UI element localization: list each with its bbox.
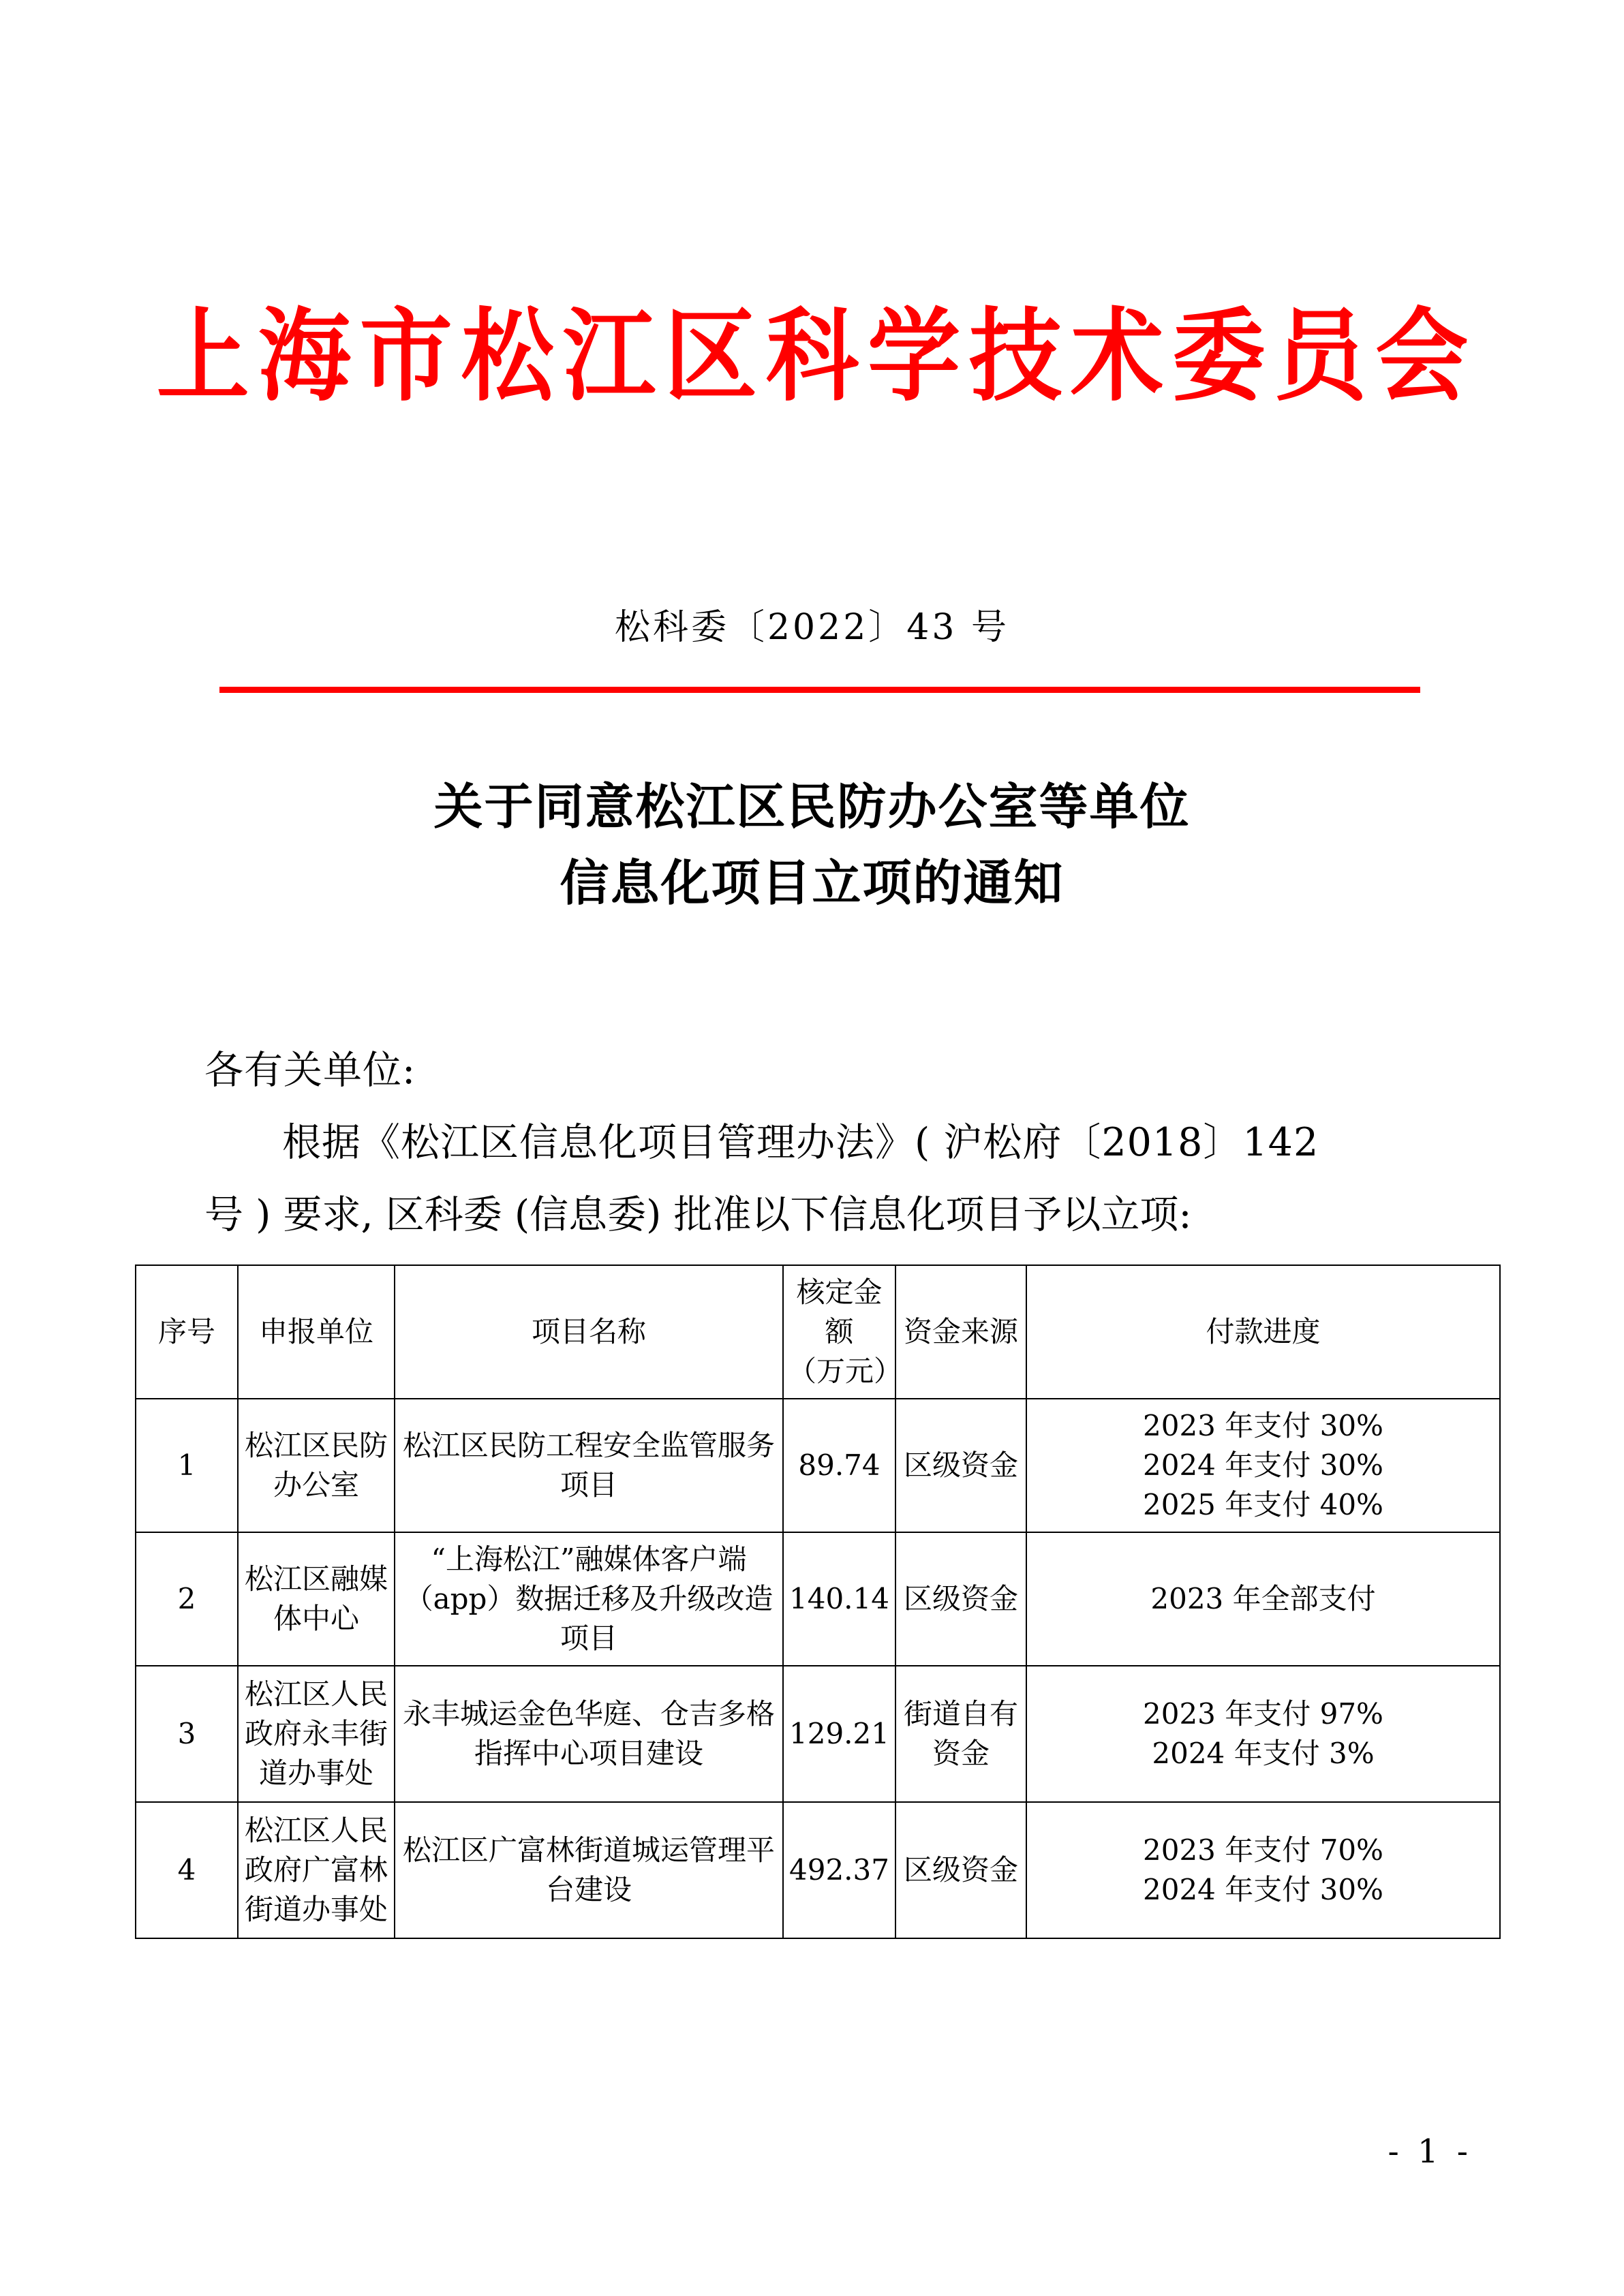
header-payment: 付款进度 — [1026, 1265, 1500, 1399]
cell-source: 区级资金 — [895, 1399, 1026, 1532]
cell-payment — [1026, 1399, 1500, 1532]
header-amount — [783, 1265, 903, 1399]
masthead — [0, 293, 1624, 419]
cell-seq: 1 — [136, 1399, 238, 1532]
cell-amount: 129.21 — [783, 1666, 895, 1802]
cell-seq: 3 — [136, 1666, 238, 1802]
payment-line: 2023 年支付 97% — [1143, 1697, 1383, 1731]
header-seq: 序号 — [136, 1265, 238, 1399]
table-body — [136, 1399, 1500, 1938]
cell-unit: 松江区人民政府永丰街道办事处 — [238, 1666, 395, 1802]
cell-amount: 89.74 — [783, 1399, 895, 1532]
document-title-line-1: 关于同意松江区民防办公室等单位 — [433, 777, 1191, 835]
payment-line: 2024 年支付 30% — [1143, 1873, 1383, 1906]
cell-payment — [1026, 1666, 1500, 1802]
document-title — [0, 769, 1624, 920]
red-separator-rule — [219, 687, 1420, 693]
issuing-organization-title: 上海市松江区科学技术委员会 — [156, 296, 1477, 415]
cell-source: 区级资金 — [895, 1802, 1026, 1938]
table-row — [136, 1399, 1500, 1532]
body-text — [204, 1034, 1424, 1251]
document-title-line-2: 信息化项目立项的通知 — [560, 853, 1064, 912]
cell-project: 永丰城运金色华庭、仓吉多格指挥中心项目建设 — [395, 1666, 783, 1802]
cell-amount: 492.37 — [783, 1802, 895, 1938]
cell-unit: 松江区人民政府广富林街道办事处 — [238, 1802, 395, 1938]
document-number-row — [0, 606, 1624, 649]
document-number: 松科委〔2022〕43 号 — [614, 607, 1010, 648]
cell-project: “上海松江”融媒体客户端（app）数据迁移及升级改造项目 — [395, 1532, 783, 1666]
cell-seq: 4 — [136, 1802, 238, 1938]
cell-seq: 2 — [136, 1532, 238, 1666]
page-number: - 1 - — [1388, 2132, 1472, 2171]
cell-source: 街道自有资金 — [895, 1666, 1026, 1802]
payment-line: 2024 年支付 30% — [1143, 1448, 1383, 1482]
body-paragraph-line-2: 号 ) 要求, 区科委 (信息委) 批准以下信息化项目予以立项: — [204, 1192, 1192, 1237]
payment-line: 2023 年支付 30% — [1143, 1409, 1383, 1442]
cell-project: 松江区广富林街道城运管理平台建设 — [395, 1802, 783, 1938]
header-source: 资金来源 — [895, 1265, 1026, 1399]
salutation: 各有关单位: — [204, 1048, 416, 1093]
payment-line: 2025 年支付 40% — [1143, 1488, 1383, 1521]
header-amount-line-2: （万元） — [788, 1354, 903, 1388]
payment-line: 2023 年支付 70% — [1143, 1833, 1383, 1867]
projects-table — [135, 1265, 1501, 1939]
header-amount-line-1: 核定金额 — [796, 1275, 883, 1348]
projects-table-wrapper — [135, 1265, 1499, 1939]
table-row — [136, 1802, 1500, 1938]
table-row — [136, 1666, 1500, 1802]
cell-amount: 140.14 — [783, 1532, 895, 1666]
cell-source: 区级资金 — [895, 1532, 1026, 1666]
header-unit: 申报单位 — [238, 1265, 395, 1399]
cell-project: 松江区民防工程安全监管服务项目 — [395, 1399, 783, 1532]
table-row — [136, 1532, 1500, 1666]
cell-unit: 松江区融媒体中心 — [238, 1532, 395, 1666]
body-paragraph-line-1: 根据《松江区信息化项目管理办法》( 沪松府〔2018〕142 — [282, 1120, 1319, 1165]
header-project: 项目名称 — [395, 1265, 783, 1399]
page-footer — [0, 2132, 1472, 2171]
table-header-row — [136, 1265, 1500, 1399]
cell-unit: 松江区民防办公室 — [238, 1399, 395, 1532]
cell-payment: 2023 年全部支付 — [1026, 1532, 1500, 1666]
cell-payment — [1026, 1802, 1500, 1938]
payment-line: 2024 年支付 3% — [1152, 1737, 1375, 1770]
